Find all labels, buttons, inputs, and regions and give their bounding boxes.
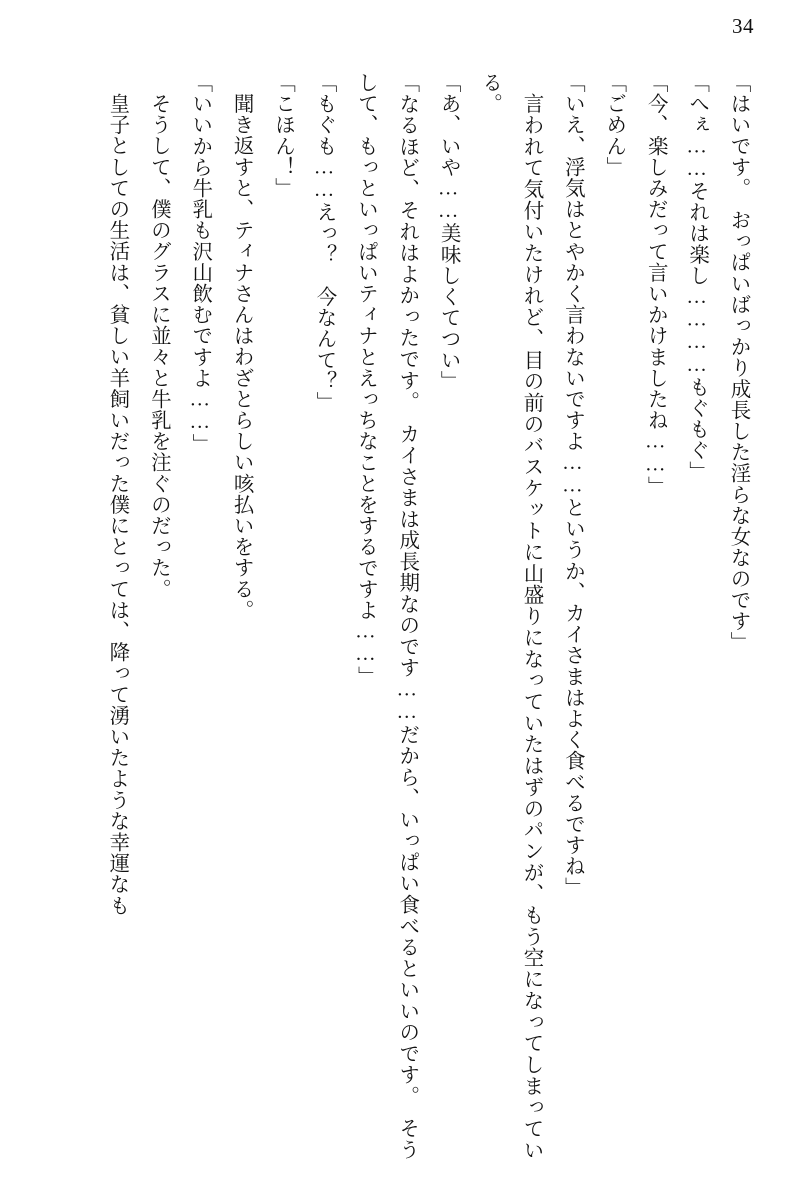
paragraph: 「へぇ……それは楽し…………もぐもぐ」 [685,72,708,482]
paragraph: 「なるほど、それはよかったです。 カイさまは成長期なのです……だから、いっぱい食べるといいのです。 そうして、もっといっぱいティナとえっちなことをするですよ……」 [354,72,418,1160]
page-text-body [42,72,758,1160]
paragraph: そうして、僕のグラスに並々と牛乳を注ぐのだった。 [147,92,170,599]
paragraph: 皇子としての生活は、貧しい羊飼いだった僕にとっては、降って湧いたような幸運なも [105,92,128,916]
paragraph: 「こほん！」 [271,72,294,199]
paragraph: 「もぐも……えっ？ 今なんて？」 [312,72,335,413]
paragraph: 「あ、いや……美味しくてつい」 [437,72,460,392]
page-number: 34 [732,14,754,38]
paragraph: 「はいです。 おっぱいばっかり成長した淫らな女なのです」 [727,72,749,653]
paragraph: 言われて気付いたけれど、目の前のバスケットに山盛りになっていたはずのパンが、もう空になってしまっている。 [478,72,542,1160]
paragraph: 「ごめん」 [602,72,625,178]
paragraph: 「いえ、浮気はとやかく言わないですよ……というか、カイさまはよく食べるですね」 [561,72,584,898]
paragraph: 「いいから牛乳も沢山飲むですよ……」 [188,72,211,455]
paragraph: 「今、楽しみだって言いかけましたね……」 [644,72,667,497]
paragraph: 聞き返すと、ティナさんはわざとらしい咳払いをする。 [230,92,253,620]
